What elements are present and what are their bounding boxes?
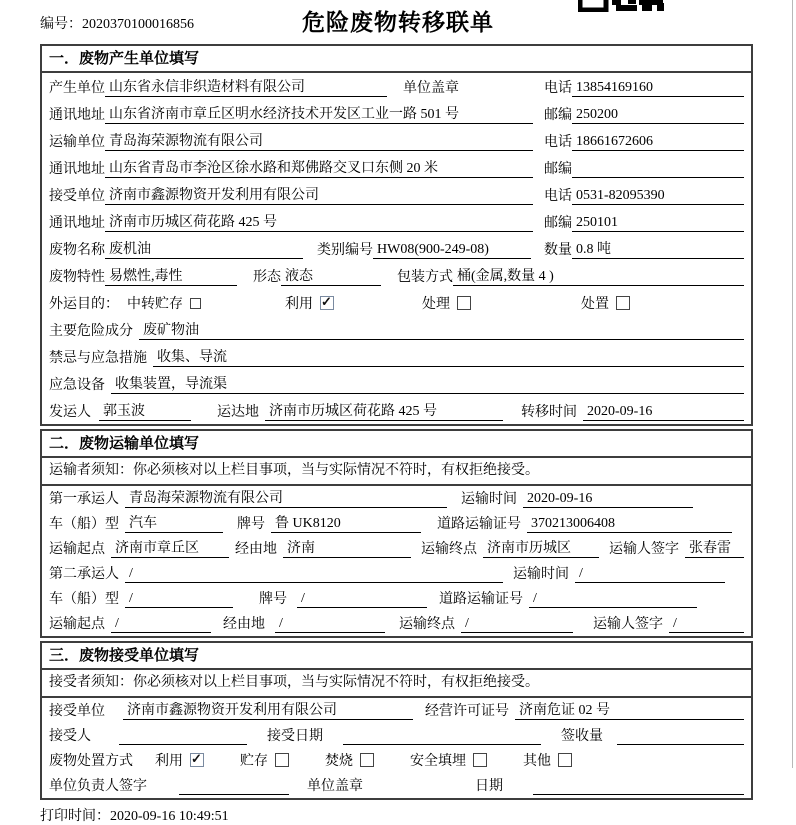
purpose-option-treat [422, 293, 471, 313]
plate1-value: 鲁 UK8120 [271, 515, 421, 533]
characteristic-value: 易燃性,毒性 [105, 268, 237, 286]
page-edge-divider [792, 0, 793, 768]
disposal-storage-checkbox[interactable] [275, 753, 289, 767]
via2-label: 经由地 [223, 617, 265, 632]
purpose-option-dispose-label: 处置 [581, 297, 609, 312]
purpose-option-dispose [581, 293, 630, 313]
end1-label: 运输终点 [421, 542, 477, 557]
precautions-value: 收集、导流 [153, 349, 744, 367]
dispose-checkbox[interactable] [616, 296, 630, 310]
license1-label: 道路运输证号 [437, 517, 521, 532]
producer-phone-label: 电话 [544, 81, 572, 96]
row-carrier-2 [42, 561, 751, 586]
head-sign-label: 单位负责人签字 [49, 779, 147, 794]
disposal-incinerate-label: 焚烧 [325, 754, 353, 769]
received-amount-label: 签收量 [561, 729, 603, 744]
receiver-phone-value: 0531-82095390 [572, 187, 744, 205]
vehicle2-value: / [125, 590, 233, 608]
sign1-label: 运输人签字 [609, 542, 679, 557]
receiver-phone-label: 电话 [544, 189, 572, 204]
row-disposal-method [42, 748, 751, 773]
head-sign-value [179, 777, 289, 795]
license1-value: 370213006408 [527, 515, 732, 533]
row-head-signature [42, 773, 751, 798]
sign1-value: 张春雷 [685, 540, 744, 558]
row-acceptor [42, 723, 751, 748]
print-time-value: 2020-09-16 10:49:51 [110, 809, 229, 824]
packing-value: 桶(金属,数量 4 ) [453, 268, 744, 286]
disposal-option-landfill [410, 750, 487, 770]
receiver-zip-value: 250101 [572, 214, 744, 232]
date-label: 日期 [475, 779, 503, 794]
unit-seal-label: 单位盖章 [307, 779, 363, 794]
purpose-option-treat-label: 处理 [422, 297, 450, 312]
row-vehicle-1 [42, 511, 751, 536]
row-vehicle-2 [42, 586, 751, 611]
plate2-label: 牌号 [259, 592, 287, 607]
purpose-option-transfer-storage [127, 293, 201, 313]
permit-label: 经营许可证号 [425, 704, 509, 719]
receiver-value: 济南市鑫源物资开发利用有限公司 [105, 187, 533, 205]
receiver-zip-label: 邮编 [544, 216, 572, 231]
transporter-phone-label: 电话 [544, 135, 572, 150]
section-3-title: 三．废物接受单位填写 [42, 643, 751, 670]
producer-addr-value: 山东省济南市章丘区明水经济技术开发区工业一路 501 号 [105, 106, 533, 124]
destination-label: 运达地 [217, 405, 259, 420]
receiver-addr-label: 通讯地址 [49, 216, 105, 231]
purpose-label: 外运目的： [49, 297, 119, 312]
qr-code-fragment [578, 0, 666, 12]
section-3-box [40, 641, 753, 800]
packing-label: 包装方式 [397, 270, 453, 285]
disposal-storage-label: 贮存 [240, 754, 268, 769]
transporter-phone-value: 18661672606 [572, 133, 744, 151]
transfer-storage-checkbox[interactable] [190, 298, 201, 309]
origin1-value: 济南市章丘区 [111, 540, 229, 558]
row-transporter-address [42, 154, 751, 181]
serial-label: 编号： [40, 17, 82, 32]
section-2-box [40, 429, 753, 638]
plate1-label: 牌号 [237, 517, 265, 532]
disposal-landfill-checkbox[interactable] [473, 753, 487, 767]
main-hazard-value: 废矿物油 [139, 322, 744, 340]
row-main-hazard [42, 316, 751, 343]
disposal-incinerate-checkbox[interactable] [360, 753, 374, 767]
transporter-addr-label: 通讯地址 [49, 162, 105, 177]
carrier2-value: / [125, 565, 503, 583]
carrier1-label: 第一承运人 [49, 492, 119, 507]
transfer-date-label: 转移时间 [521, 405, 577, 420]
disposal-other-checkbox[interactable] [558, 753, 572, 767]
print-time-label: 打印时间： [40, 809, 110, 824]
end2-label: 运输终点 [399, 617, 455, 632]
via1-label: 经由地 [235, 542, 277, 557]
emergency-equipment-value: 收集装置，导流渠 [111, 376, 744, 394]
row-waste-name [42, 235, 751, 262]
origin1-label: 运输起点 [49, 542, 105, 557]
precautions-label: 禁忌与应急措施 [49, 351, 147, 366]
acceptor-label: 接受人 [49, 729, 91, 744]
producer-addr-label: 通讯地址 [49, 108, 105, 123]
disposal-option-other [523, 750, 572, 770]
quantity-value: 0.8 吨 [572, 241, 744, 259]
characteristic-label: 废物特性 [49, 270, 105, 285]
row-purpose [42, 289, 751, 316]
accept-date-value [343, 727, 541, 745]
seal-label: 单位盖章 [403, 81, 459, 96]
receiver-label: 接受单位 [49, 189, 105, 204]
transporter-zip-label: 邮编 [544, 162, 572, 177]
received-amount-value [617, 727, 744, 745]
vehicle1-value: 汽车 [125, 515, 223, 533]
time2-value: / [575, 565, 725, 583]
producer-value: 山东省永信非织造材料有限公司 [105, 79, 387, 97]
shipper-label: 发运人 [49, 405, 91, 420]
section-1-box [40, 44, 753, 426]
carrier2-label: 第二承运人 [49, 567, 119, 582]
license2-label: 道路运输证号 [439, 592, 523, 607]
utilize-checkbox[interactable] [320, 296, 334, 310]
row-waste-characteristic [42, 262, 751, 289]
print-time [40, 805, 796, 825]
row-receiver-address [42, 208, 751, 235]
receiver-notice: 接受者须知：你必须核对以上栏目事项，当与实际情况不符时，有权拒绝接受。 [42, 670, 751, 698]
row-producer-address [42, 100, 751, 127]
purpose-option-utilize-label: 利用 [285, 297, 313, 312]
producer-phone-value: 13854169160 [572, 79, 744, 97]
row-route-2 [42, 611, 751, 636]
producer-zip-value: 250200 [572, 106, 744, 124]
disposal-other-label: 其他 [523, 754, 551, 769]
disposal-utilize-checkbox[interactable] [190, 753, 204, 767]
time2-label: 运输时间 [513, 567, 569, 582]
transporter-value: 青岛海荣源物流有限公司 [105, 133, 533, 151]
section-2-title: 二．废物运输单位填写 [42, 431, 751, 458]
quantity-label: 数量 [544, 243, 572, 258]
disposal-option-storage [240, 750, 289, 770]
license2-value: / [529, 590, 697, 608]
row-producer [42, 73, 751, 100]
disposal-method-label: 废物处置方式 [49, 754, 133, 769]
disposal-option-utilize [155, 750, 204, 770]
category-value: HW08(900-249-08) [373, 241, 531, 259]
time1-value: 2020-09-16 [523, 490, 693, 508]
row-shipper [42, 397, 751, 424]
row-precautions [42, 343, 751, 370]
producer-label: 产生单位 [49, 81, 105, 96]
row-receiver [42, 181, 751, 208]
destination-value: 济南市历城区荷花路 425 号 [265, 403, 503, 421]
disposal-utilize-label: 利用 [155, 754, 183, 769]
end1-value: 济南市历城区 [483, 540, 599, 558]
sign2-label: 运输人签字 [593, 617, 663, 632]
producer-zip-label: 邮编 [544, 108, 572, 123]
serial-value: 2020370100016856 [82, 17, 194, 32]
emergency-equipment-label: 应急设备 [49, 378, 105, 393]
row-accept-unit [42, 698, 751, 723]
transfer-date-value: 2020-09-16 [583, 403, 744, 421]
plate2-value: / [297, 590, 427, 608]
disposal-option-incinerate [325, 750, 374, 770]
acceptor-value [119, 727, 247, 745]
origin2-value: / [111, 615, 211, 633]
date-value [533, 777, 744, 795]
transporter-notice: 运输者须知：你必须核对以上栏目事项，当与实际情况不符时，有权拒绝接受。 [42, 458, 751, 486]
waste-name-value: 废机油 [105, 241, 303, 259]
accept-date-label: 接受日期 [267, 729, 323, 744]
row-transporter [42, 127, 751, 154]
waste-name-label: 废物名称 [49, 243, 105, 258]
transporter-zip-value [572, 160, 744, 178]
end2-value: / [461, 615, 573, 633]
row-route-1 [42, 536, 751, 561]
via1-value: 济南 [283, 540, 411, 558]
disposal-landfill-label: 安全填埋 [410, 754, 466, 769]
page-title: 危险废物转移联单 [302, 9, 494, 35]
receiver-addr-value: 济南市历城区荷花路 425 号 [105, 214, 533, 232]
main-hazard-label: 主要危险成分 [49, 324, 133, 339]
carrier1-value: 青岛海荣源物流有限公司 [125, 490, 447, 508]
accept-unit-value: 济南市鑫源物资开发利用有限公司 [123, 702, 413, 720]
sign2-value: / [669, 615, 744, 633]
physical-form-value: 液态 [281, 268, 381, 286]
section-1-title: 一．废物产生单位填写 [42, 46, 751, 73]
purpose-option-transfer-storage-label: 中转贮存 [127, 297, 183, 312]
via2-value: / [275, 615, 385, 633]
permit-value: 济南危证 02 号 [515, 702, 744, 720]
document-header [0, 0, 796, 44]
vehicle2-label: 车（船）型 [49, 592, 119, 607]
transporter-label: 运输单位 [49, 135, 105, 150]
origin2-label: 运输起点 [49, 617, 105, 632]
shipper-value: 郭玉波 [99, 403, 191, 421]
row-emergency-equipment [42, 370, 751, 397]
qr-code-icon [578, 0, 666, 12]
transporter-addr-value: 山东省青岛市李沧区徐水路和郑佛路交叉口东侧 20 米 [105, 160, 533, 178]
time1-label: 运输时间 [461, 492, 517, 507]
category-label: 类别编号 [317, 243, 373, 258]
accept-unit-label: 接受单位 [49, 704, 105, 719]
purpose-option-utilize [285, 293, 334, 313]
row-carrier-1 [42, 486, 751, 511]
treat-checkbox[interactable] [457, 296, 471, 310]
physical-form-label: 形态 [253, 270, 281, 285]
vehicle1-label: 车（船）型 [49, 517, 119, 532]
